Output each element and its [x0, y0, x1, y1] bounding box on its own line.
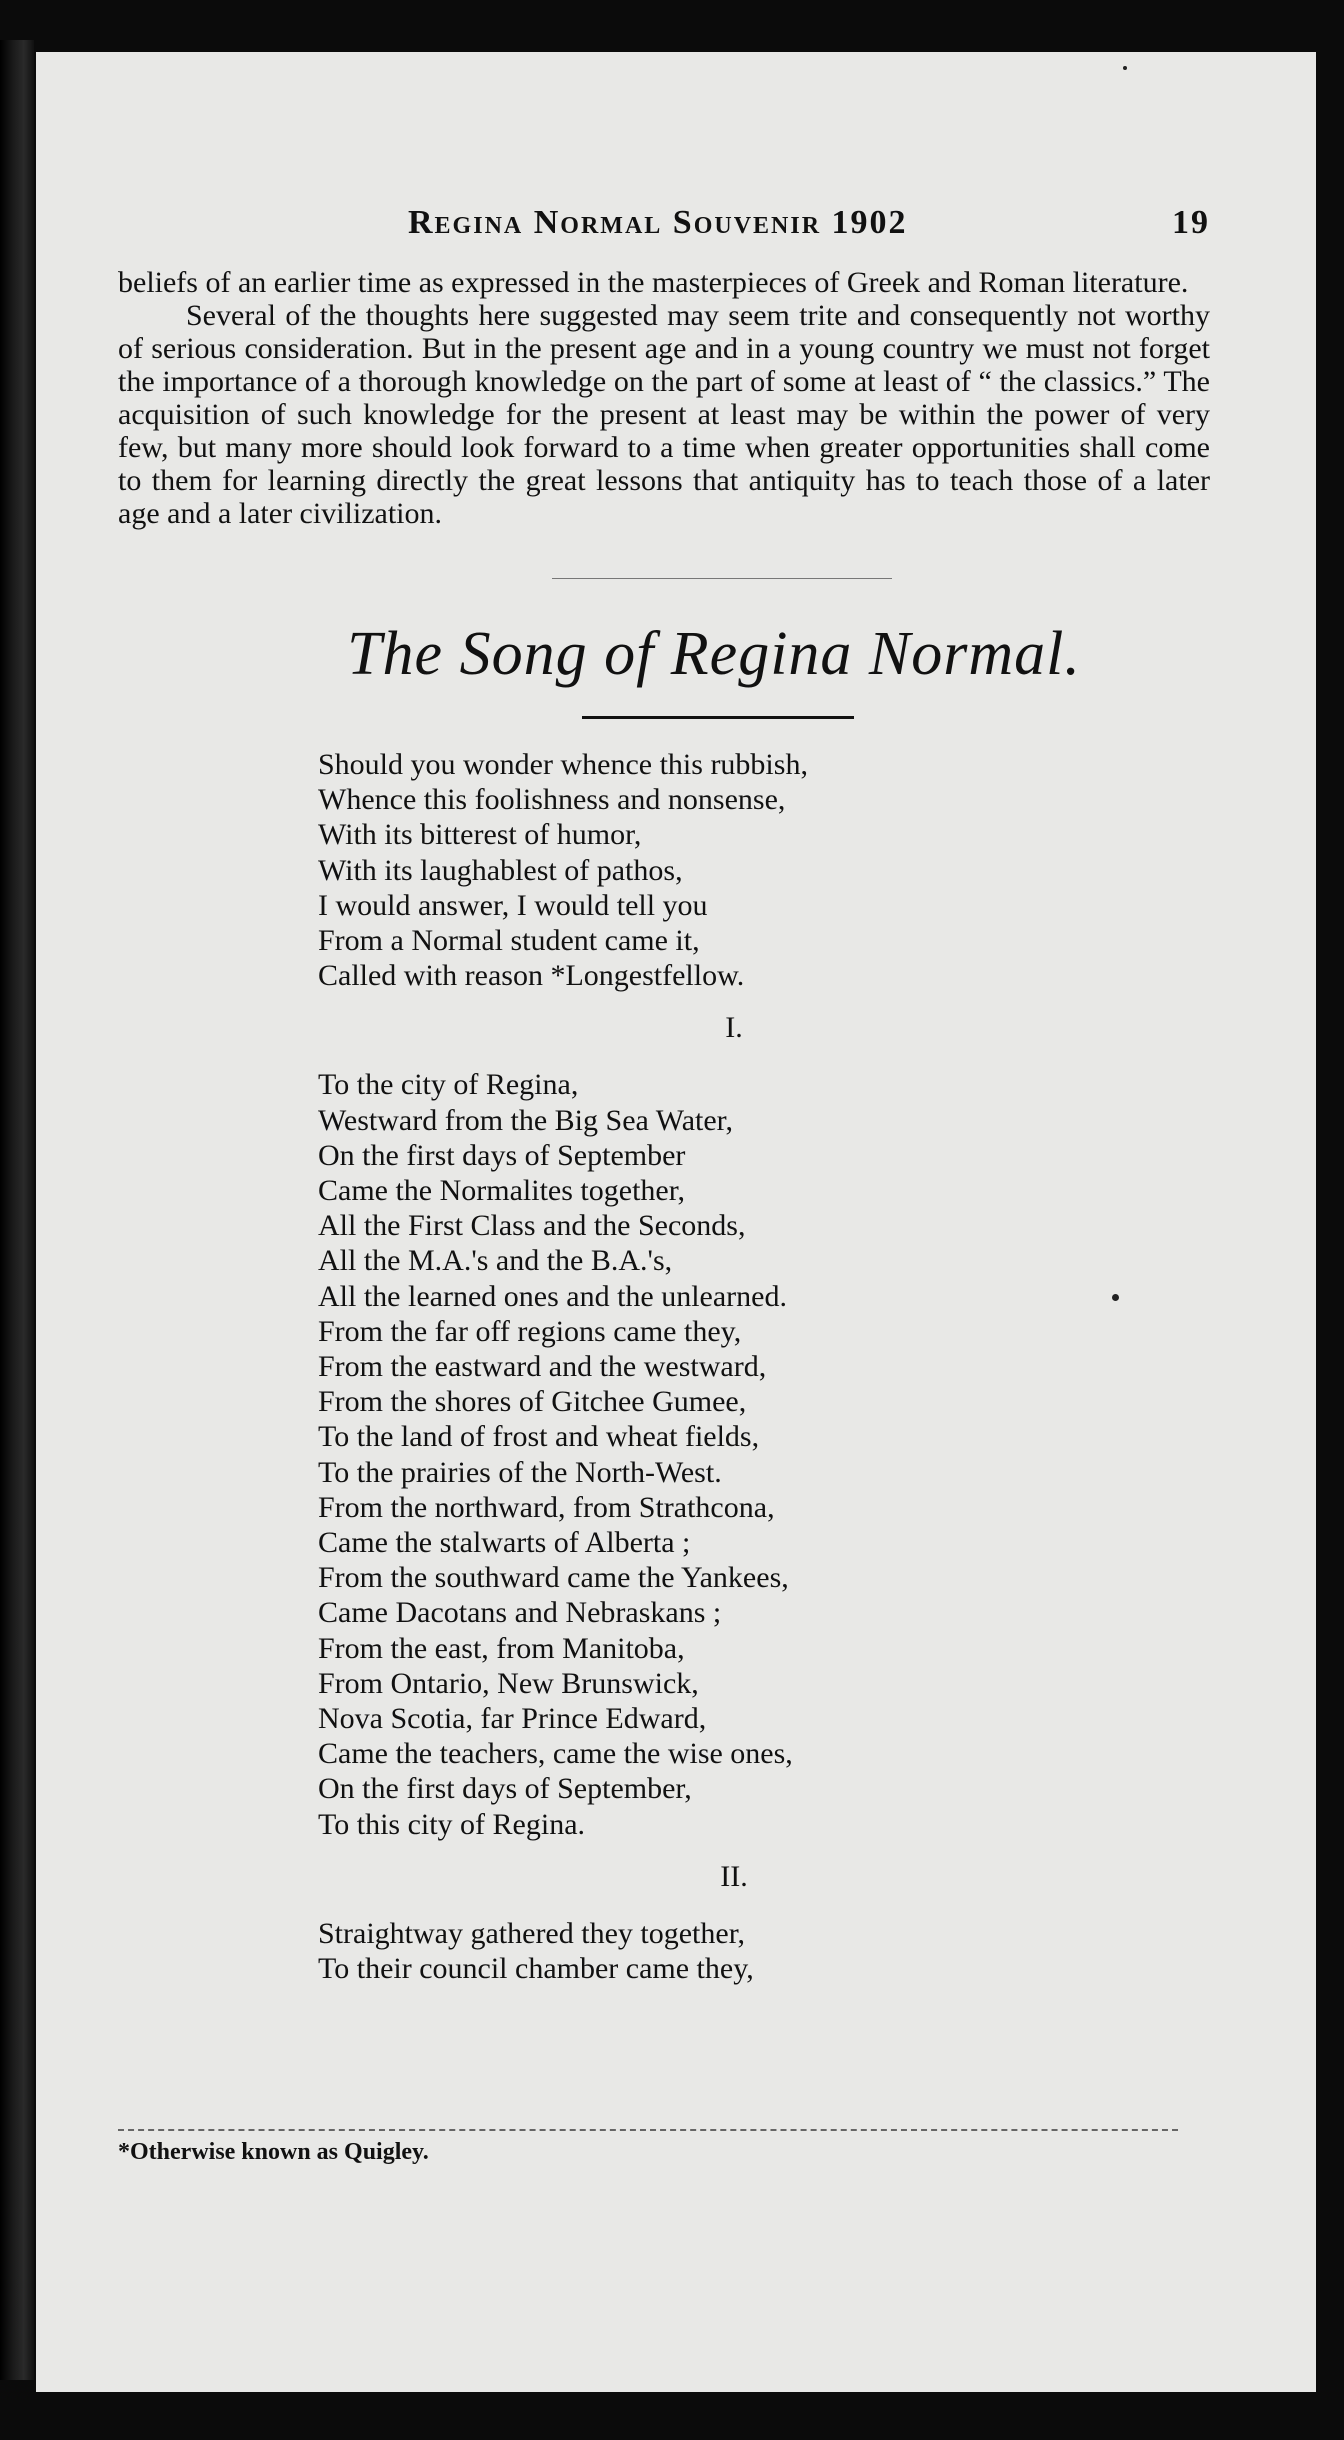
poem-line: Should you wonder whence this rubbish, — [318, 748, 808, 781]
page-number: 19 — [1172, 204, 1210, 241]
poem-line: With its bitterest of humor, — [318, 818, 642, 852]
footnote: *Otherwise known as Quigley. — [118, 2139, 429, 2165]
poem-line: From the eastward and the westward, — [318, 1350, 767, 1384]
poem-line: From Ontario, New Brunswick, — [318, 1666, 699, 1700]
running-title: Regina Normal Souvenir 1902 — [408, 204, 908, 241]
poem-line: From a Normal student came it, — [318, 924, 700, 958]
section-divider — [552, 578, 892, 579]
poem-line: On the first days of September — [318, 1138, 686, 1172]
book-page — [36, 52, 1316, 2392]
poem-line: From the northward, from Strathcona, — [318, 1490, 775, 1524]
poem-line: From the far off regions came they, — [318, 1314, 742, 1348]
poem-line: Straightway gathered they together, — [318, 1916, 745, 1950]
poem-line: From the east, from Manitoba, — [318, 1631, 685, 1665]
poem-stanza — [318, 1067, 1210, 1841]
poem-line: All the M.A.'s and the B.A.'s, — [318, 1244, 673, 1278]
poem-title: The Song of Regina Normal. — [347, 620, 1081, 688]
section-number: II. — [720, 1859, 748, 1893]
poem-line: I would answer, I would tell you — [318, 888, 708, 922]
poem-line: Called with reason *Longestfellow. — [318, 959, 745, 993]
poem-line: Came the Normalites together, — [318, 1174, 686, 1208]
poem-line: From the southward came the Yankees, — [318, 1561, 789, 1595]
poem-intro-stanza — [318, 747, 1210, 993]
poem-line: Came the stalwarts of Alberta ; — [318, 1526, 691, 1560]
poem-line: With its laughablest of pathos, — [318, 853, 683, 887]
footnote-rule — [118, 2129, 1178, 2131]
section-number: I. — [725, 1011, 743, 1045]
prose-block — [118, 266, 1210, 530]
prose-paragraph: Several of the thoughts here suggested may seem trite and consequently not worthy of serious consideration. But in the present age and in a young country we must not forget the importance of a thorough knowledge on the part of some at least of “ the classics.” The acquisition of such knowledge for the present at least may be within the power of very few, but many more should look forward to a time when greater opportunities shall come to them for learning directly the great lessons that antiquity has to teach those of a later age and a later civilization. — [118, 299, 1210, 530]
poem-line: Came Dacotans and Nebraskans ; — [318, 1596, 722, 1630]
poem-line: To the land of frost and wheat fields, — [318, 1420, 760, 1454]
poem-line: To the city of Regina, — [318, 1068, 579, 1102]
poem-line: From the shores of Gitchee Gumee, — [318, 1385, 747, 1419]
poem-stanza — [318, 1916, 1210, 1986]
prose-paragraph: beliefs of an earlier time as expressed in the masterpieces of Greek and Roman literature. — [118, 266, 1189, 299]
poem-line: Nova Scotia, far Prince Edward, — [318, 1702, 707, 1736]
poem-line: On the first days of September, — [318, 1772, 692, 1806]
title-underline — [582, 716, 854, 719]
poem-line: Westward from the Big Sea Water, — [318, 1103, 733, 1137]
running-header — [118, 204, 1210, 254]
poem-line: To the prairies of the North-West. — [318, 1455, 722, 1489]
poem-line: Came the teachers, came the wise ones, — [318, 1737, 793, 1771]
poem-line: To this city of Regina. — [318, 1807, 586, 1841]
page-content — [118, 204, 1210, 2165]
print-speck — [1123, 66, 1127, 70]
poem-line: To their council chamber came they, — [318, 1952, 754, 1986]
poem-line: All the learned ones and the unlearned. — [318, 1279, 787, 1313]
book-binding-edge — [0, 40, 34, 2380]
poem-line: All the First Class and the Seconds, — [318, 1209, 746, 1243]
poem-line: Whence this foolishness and nonsense, — [318, 783, 786, 817]
